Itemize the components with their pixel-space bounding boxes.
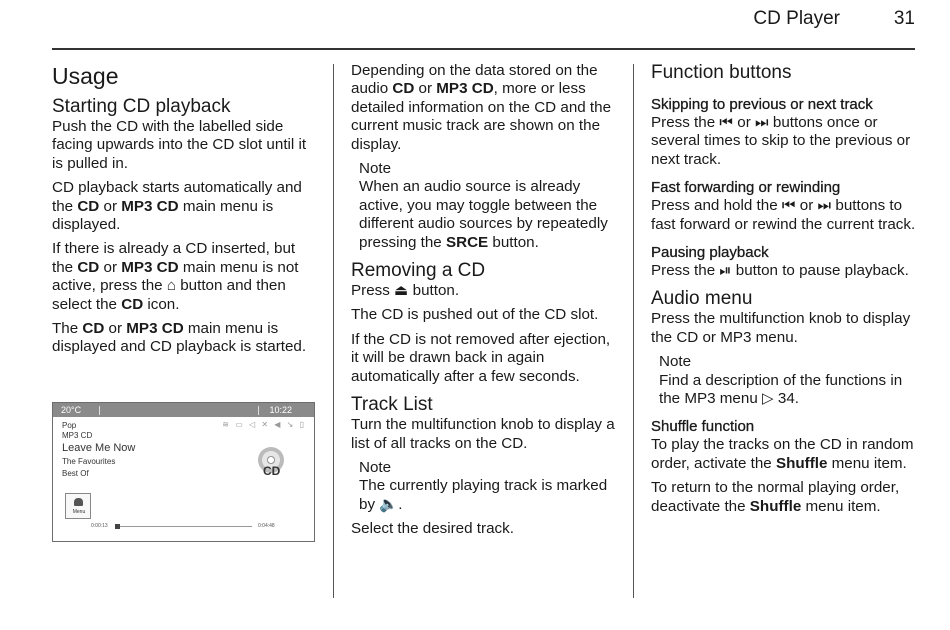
- home-icon: ⌂: [166, 277, 176, 295]
- heading-fast-forward: Fast forwarding or rewinding: [651, 179, 841, 197]
- screen-status-icons: ≋ ▭ ◁ ✕ ◀ ↘ ▯: [222, 420, 306, 429]
- menu-icon: [74, 498, 83, 506]
- previous-track-icon: ⏮: [781, 197, 796, 215]
- heading-function-buttons: Function buttons: [651, 62, 792, 83]
- screen-menu-button[interactable]: [65, 493, 91, 519]
- paragraph-turn-knob: Turn the multifunction knob to display a list of all tracks on the CD.: [351, 416, 615, 452]
- heading-track-list: Track List: [351, 394, 433, 416]
- screen-status-bar: [53, 403, 314, 417]
- page-header-title: CD Player: [753, 8, 840, 29]
- screen-temperature: 20°C: [61, 405, 82, 415]
- screen-album: Best Of: [62, 469, 89, 478]
- page-number: 31: [893, 8, 915, 29]
- section-title-usage: Usage: [52, 63, 119, 89]
- paragraph-press-eject: Press ⏏ button.: [351, 282, 460, 300]
- play-pause-icon: ⏯: [719, 262, 732, 280]
- paragraph-skip: Press the ⏮ or ⏭ buttons once or several times to skip to the previous or next track.: [651, 114, 911, 168]
- column-divider-1: [333, 64, 334, 598]
- screen-menu-label: Menu: [72, 509, 86, 515]
- screen-artist: The Favourites: [62, 457, 116, 466]
- heading-removing-cd: Removing a CD: [351, 260, 486, 282]
- paragraph-autostart: CD playback starts automatically and the CD or MP3 CD main menu is displayed.: [52, 179, 302, 234]
- note-label: Note: [359, 458, 392, 476]
- status-separator: [258, 406, 259, 415]
- heading-starting-cd-playback: Starting CD playback: [52, 96, 231, 117]
- next-track-icon: ⏭: [755, 114, 769, 131]
- note-label: Note: [659, 353, 692, 371]
- column-3: [651, 62, 923, 522]
- note-mp3-menu: Note Find a description of the functions in the MP3 menu ▷ 34.: [651, 353, 923, 408]
- note-audio-source: Note When an audio source is already active, you may toggle between the different audio sources by repeatedly pressing the SRCE button.: [351, 160, 621, 252]
- heading-audio-menu: Audio menu: [651, 288, 753, 310]
- previous-track-icon: ⏮: [719, 114, 734, 131]
- screen-total-time: 0:04:48: [258, 523, 275, 529]
- page-reference-icon: ▷: [762, 390, 774, 408]
- paragraph-audio-menu: Press the multifunction knob to display the CD or MP3 menu.: [651, 310, 911, 346]
- status-separator: [99, 406, 100, 415]
- speaker-icon: 🔈: [379, 495, 399, 513]
- screen-genre: Pop: [62, 421, 77, 430]
- screen-progress-bar: [115, 526, 252, 527]
- screen-clock: 10:22: [269, 405, 292, 415]
- heading-pausing: Pausing playback: [651, 244, 769, 262]
- paragraph-fast-forward: Press and hold the ⏮ or ⏭ buttons to fast forward or rewind the current track.: [651, 197, 916, 233]
- screen-disc-label: CD: [263, 464, 281, 478]
- paragraph-shuffle-on: To play the tracks on the CD in random order, activate the Shuffle menu item.: [651, 436, 914, 472]
- paragraph-cd-pushed-out: The CD is pushed out of the CD slot.: [351, 306, 599, 324]
- heading-shuffle: Shuffle function: [651, 418, 755, 436]
- screen-source: MP3 CD: [62, 431, 93, 440]
- column-1: [52, 62, 320, 363]
- paragraph-already-inserted: If there is already a CD inserted, but the CD or MP3 CD main menu is not active, press the ⌂ button and then select the CD icon.: [52, 240, 299, 313]
- heading-skipping: Skipping to previous or next track: [651, 96, 873, 113]
- note-playing-track: Note The currently playing track is marked by 🔈.: [351, 459, 621, 514]
- paragraph-pause: Press the ⏯ button to pause playback.: [651, 262, 909, 280]
- paragraph-playback-started: The CD or MP3 CD main menu is displayed and CD playback is started.: [52, 320, 307, 356]
- paragraph-shuffle-off: To return to the normal playing order, deactivate the Shuffle menu item.: [651, 479, 900, 515]
- paragraph-cd-info: Depending on the data stored on the audio CD or MP3 CD, more or less detailed information on the CD and the current music track are shown on the display.: [351, 62, 612, 153]
- paragraph-select-track: Select the desired track.: [351, 520, 514, 538]
- next-track-icon: ⏭: [817, 197, 832, 215]
- column-divider-2: [633, 64, 634, 598]
- screen-progress-fill: [115, 524, 120, 529]
- paragraph-drawn-back: If the CD is not removed after ejection, it will be drawn back in again automatically after a few seconds.: [351, 330, 611, 385]
- header-rule: [52, 48, 915, 50]
- paragraph-insert-cd: Push the CD with the labelled side facing upwards into the CD slot until it is pulled in.: [52, 118, 307, 172]
- screen-elapsed-time: 0:00:13: [91, 523, 108, 529]
- cd-menu-screenshot: [52, 402, 315, 542]
- screen-track-title: Leave Me Now: [62, 442, 136, 454]
- note-label: Note: [359, 160, 392, 178]
- eject-icon: ⏏: [394, 282, 409, 300]
- column-2: [351, 62, 621, 545]
